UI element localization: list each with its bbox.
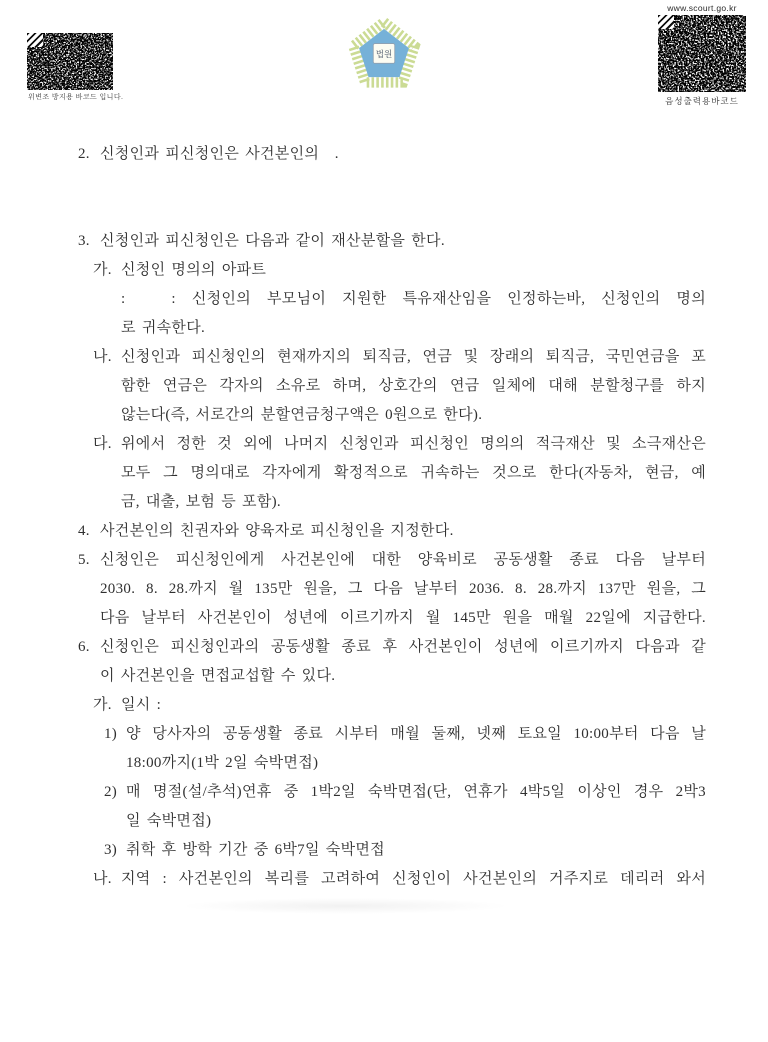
barcode-corner-marker <box>658 15 674 29</box>
doc-paragraph-5 <box>0 546 768 633</box>
paragraph-label: 가. <box>93 697 112 713</box>
paragraph-label: 6. <box>78 639 90 655</box>
doc-paragraph-3-ga-detail <box>0 285 768 343</box>
doc-line: 신청인 명의의 아파트 <box>121 262 267 278</box>
doc-paragraph-2 <box>0 140 768 169</box>
doc-paragraph-3 <box>0 227 768 256</box>
voice-output-barcode-caption: 음성출력용바코드 <box>665 96 739 106</box>
paragraph-label: 3) <box>104 842 118 858</box>
doc-line: 금, 대출, 보험 등 포함). <box>121 494 281 510</box>
paragraph-label: 5. <box>78 552 90 568</box>
paragraph-label: 2) <box>104 784 118 800</box>
doc-line: : : 신청인의 부모님이 지원한 특유재산임을 인정하는바, 신청인의 명의 <box>121 291 706 307</box>
doc-paragraph-4 <box>0 517 768 546</box>
barcode-corner-marker <box>27 33 43 47</box>
paragraph-label: 4. <box>78 523 90 539</box>
doc-line: 신청인과 피신청인은 다음과 같이 재산분할을 한다. <box>100 233 445 249</box>
doc-line: 사건본인의 친권자와 양육자로 피신청인을 지정한다. <box>100 523 454 539</box>
doc-paragraph-6-ga <box>0 691 768 720</box>
doc-line: 신청인은 피신청인에게 사건본인에 대한 양육비로 공동생활 종료 다음 날부터 <box>100 552 706 568</box>
doc-line: 일 숙박면접) <box>126 813 212 829</box>
court-emblem-logo <box>338 10 430 96</box>
emblem-text: 법원 <box>375 48 393 59</box>
doc-line: 취학 후 방학 기간 중 6박7일 숙박면접 <box>126 842 385 858</box>
paragraph-label: 2. <box>78 146 90 162</box>
doc-paragraph-6-na <box>0 865 768 894</box>
doc-paragraph-6-ga-2 <box>0 778 768 836</box>
scourt-url: www.scourt.go.kr <box>667 3 737 13</box>
doc-line: 매 명절(설/추석)연휴 중 1박2일 숙박면접(단, 연휴가 4박5일 이상인 경우 2박3 <box>126 784 706 800</box>
scan-smudge <box>180 898 510 914</box>
doc-line: 지역 : 사건본인의 복리를 고려하여 신청인이 사건본인의 거주지로 데리러 와서 <box>121 871 706 887</box>
doc-paragraph-6 <box>0 633 768 691</box>
doc-paragraph-6-ga-3 <box>0 836 768 865</box>
doc-line: 않는다(즉, 서로간의 분할연금청구액은 0원으로 한다). <box>121 407 483 423</box>
document-body <box>0 140 768 894</box>
doc-paragraph-3-ga <box>0 256 768 285</box>
paragraph-label: 다. <box>93 436 112 452</box>
doc-line: 2030. 8. 28.까지 월 135만 원을, 그 다음 날부터 2036. 8. 28.까지 137만 원을, 그 <box>100 581 706 597</box>
doc-line: 신청인은 피신청인과의 공동생활 종료 후 사건본인이 성년에 이르기까지 다음과 같 <box>100 639 706 655</box>
voice-output-barcode-icon <box>658 15 746 92</box>
doc-line: 다음 날부터 사건본인이 성년에 이르기까지 월 145만 원을 매월 22일에 지급한다. <box>100 610 706 626</box>
doc-line: 로 귀속한다. <box>121 320 206 336</box>
paragraph-label: 1) <box>104 726 118 742</box>
doc-line: 이 사건본인을 면접교섭할 수 있다. <box>100 668 336 684</box>
doc-line: 양 당사자의 공동생활 종료 시부터 매월 둘째, 넷째 토요일 10:00부터 다음 날 <box>126 726 706 742</box>
anti-forgery-barcode-caption: 위변조 방지용 바코드 입니다. <box>28 94 124 101</box>
doc-line: 위에서 정한 것 외에 나머지 신청인과 피신청인 명의의 적극재산 및 소극재산은 <box>121 436 706 452</box>
paragraph-label: 3. <box>78 233 90 249</box>
paragraph-label: 나. <box>93 871 112 887</box>
anti-forgery-barcode-icon <box>27 33 113 90</box>
paragraph-label: 가. <box>93 262 112 278</box>
doc-line: 18:00까지(1박 2일 숙박면접) <box>126 755 319 771</box>
doc-paragraph-6-ga-1 <box>0 720 768 778</box>
doc-line: 신청인과 피신청인은 사건본인의 . <box>100 146 339 162</box>
doc-line: 모두 그 명의대로 각자에게 확정적으로 귀속하는 것으로 한다(자동차, 현금, 예 <box>121 465 706 481</box>
doc-line: 신청인과 피신청인의 현재까지의 퇴직금, 연금 및 장래의 퇴직금, 국민연금을 포 <box>121 349 706 365</box>
doc-paragraph-3-na <box>0 343 768 430</box>
paragraph-label: 나. <box>93 349 112 365</box>
doc-line: 함한 연금은 각자의 소유로 하며, 상호간의 연금 일체에 대해 분할청구를 하지 <box>121 378 706 394</box>
doc-line: 일시 : <box>121 697 162 713</box>
doc-paragraph-3-da <box>0 430 768 517</box>
